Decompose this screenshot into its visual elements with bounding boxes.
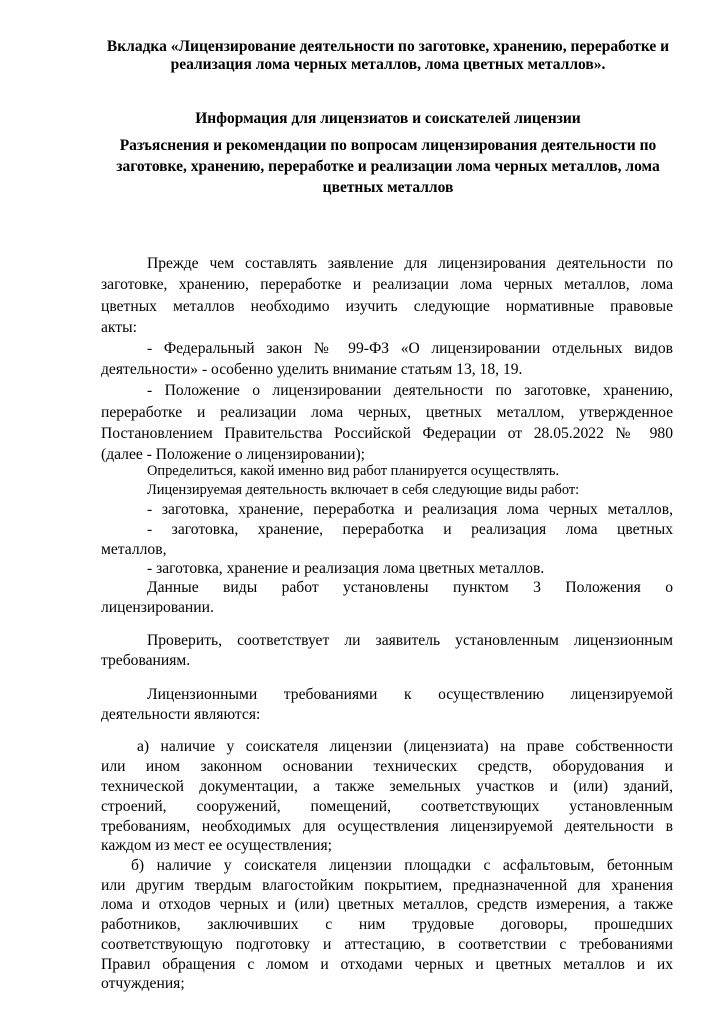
body-line: или ином законном основании технических средств, оборудования и (101, 758, 673, 775)
body-line: - заготовка, хранение, переработка и реализация лома цветных (147, 521, 673, 538)
body-line: деятельности» - особенно уделить внимание статьям 13, 18, 19. (101, 361, 523, 378)
body-line: Постановлением Правительства Российской Федерации от 28.05.2022 № 980 (101, 425, 673, 442)
body-line: строений, сооружений, помещений, соответствующих установленным (101, 798, 673, 815)
body-line: металлов, (101, 541, 167, 558)
body-line: Прежде чем составлять заявление для лицензирования деятельности по (147, 255, 673, 272)
body-line: каждом из мест ее осуществления; (101, 837, 332, 854)
body-line: отчуждения; (101, 975, 185, 992)
body-line: работников, заключивших с ним трудовые договоры, прошедших (101, 916, 673, 933)
body-line: лома и отходов черных и (или) цветных металлов, средств измерения, а также (101, 896, 673, 913)
body-line: соответствующую подготовку и аттестацию, в соответствии с требованиями (101, 936, 673, 953)
body-line: лицензировании. (101, 599, 214, 616)
body-line: деятельности являются: (101, 706, 261, 723)
body-line: - Положение о лицензировании деятельности по заготовке, хранению, (147, 382, 673, 399)
body-line: технической документации, а также земельных участков и (или) зданий, (101, 778, 673, 795)
body-line: - заготовка, хранение, переработка и реализация лома черных металлов, (147, 501, 673, 518)
body-line: акты: (101, 319, 137, 336)
clarifications-title: Разъяснения и рекомендации по вопросам лицензирования деятельности по заготовке, хранению, переработке и реализации лома черных металлов, лома цветных металлов (116, 137, 660, 196)
info-title: Информация для лицензиатов и соискателей лицензии (195, 110, 581, 127)
body-line: заготовке, хранению, переработке и реализации лома черных металлов, лома (101, 276, 673, 293)
body-line: Правил обращения с ломом и отходами черных и цветных металлов и их (101, 956, 673, 973)
body-line: Проверить, соответствует ли заявитель установленным лицензионным (147, 632, 673, 649)
body-line: (далее - Положение о лицензировании); (101, 446, 366, 463)
body-line: б) наличие у соискателя лицензии площадки с асфальтовым, бетонным (131, 857, 673, 874)
body-line: Лицензионными требованиями к осуществлению лицензируемой (147, 686, 673, 703)
body-line: требованиям, необходимых для осуществления лицензируемой деятельности в (101, 818, 673, 835)
body-line: Определиться, какой именно вид работ планируется осуществлять. (147, 463, 560, 479)
body-line: Данные виды работ установлены пунктом 3 Положения о (147, 579, 673, 596)
body-line: или другим твердым влагостойким покрытием, предназначенной для хранения (101, 877, 673, 894)
body-line: а) наличие у соискателя лицензии (лицензиата) на праве собственности (137, 738, 673, 755)
body-line: Лицензируемая деятельность включает в себя следующие виды работ: (147, 482, 580, 498)
tab-title: Вкладка «Лицензирование деятельности по заготовке, хранению, переработке и реализация лома черных металлов, лома цветных металлов». (106, 38, 670, 73)
body-line: требованиям. (101, 652, 191, 669)
body-line: - заготовка, хранение и реализация лома цветных металлов. (147, 560, 545, 577)
body-line: переработке и реализации лома черных, цветных металлом, утвержденное (101, 404, 673, 421)
body-line: - Федеральный закон № 99-ФЗ «О лицензировании отдельных видов (147, 340, 673, 357)
body-line: цветных металлов необходимо изучить следующие нормативные правовые (101, 298, 673, 315)
